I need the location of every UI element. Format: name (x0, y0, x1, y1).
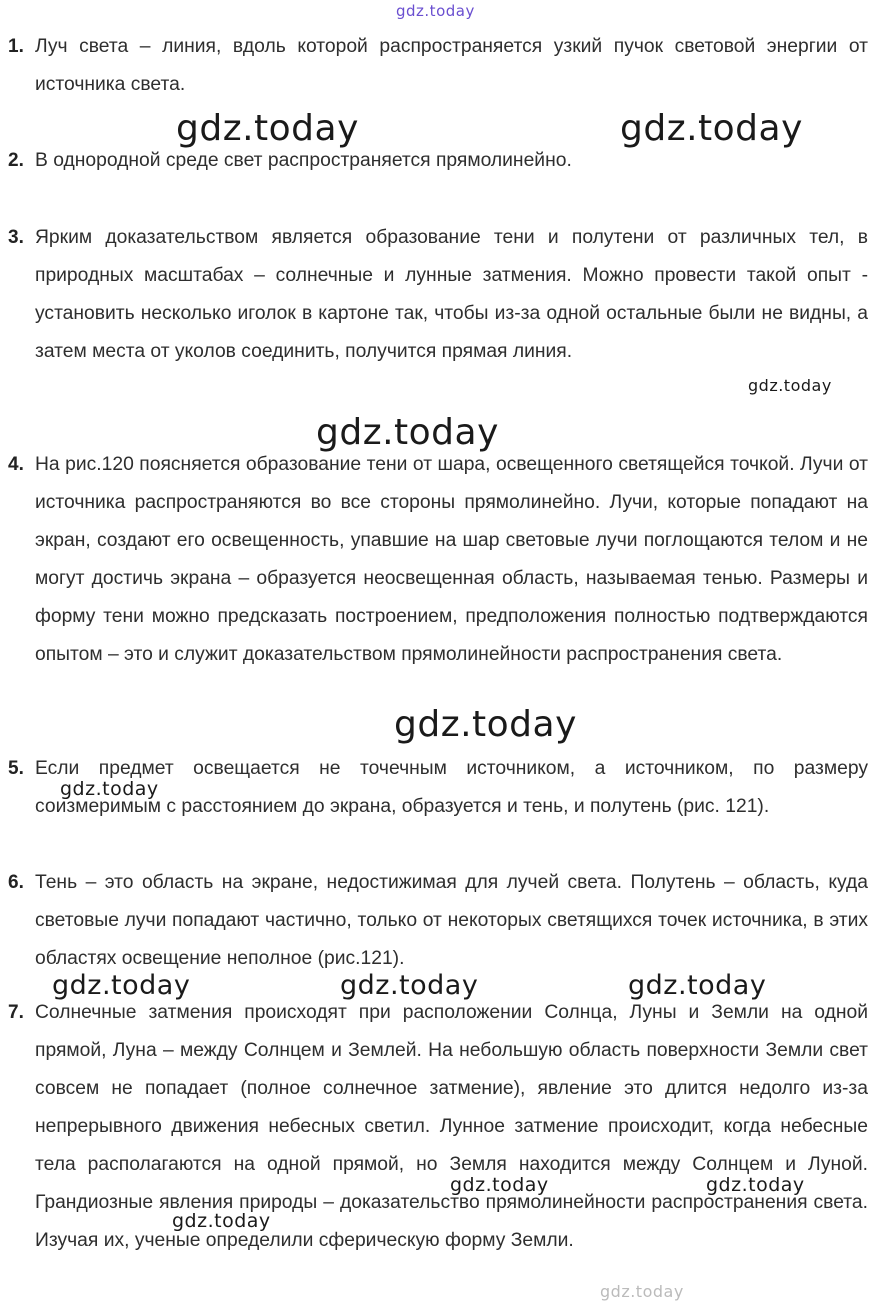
item-text: Тень – это область на экране, недостижимая для лучей света. Полутень – область, куда световые лучи попадают частично, только от некоторых светящихся точек источника, в этих областях освещение неполное (рис.121). (35, 872, 868, 969)
answer-item-3 (8, 219, 868, 371)
item-text: На рис.120 поясняется образование тени от шара, освещенного светящейся точкой. Лучи от источника распространяются во все стороны прямолинейно. Лучи, которые попадают на экран, создают его освещенность, упавшие на шар световые лучи поглощаются телом и не могут достичь экрана – образуется неосвещенная область, называемая тенью. Размеры и форму тени можно предсказать построением, предположения полностью подтверждаются опытом – это и служит доказательством прямолинейности распространения света. (35, 454, 868, 665)
item-number: 1. (8, 36, 24, 57)
answer-item-1 (8, 28, 868, 104)
watermark: gdz.today (52, 970, 191, 1001)
watermark: gdz.today (620, 108, 803, 149)
item-number: 3. (8, 227, 24, 248)
watermark: gdz.today (706, 1174, 805, 1196)
watermark: gdz.today (176, 108, 359, 149)
answer-item-7 (8, 994, 868, 1260)
header-watermark: gdz.today (396, 2, 475, 20)
watermark: gdz.today (748, 376, 832, 395)
watermark: gdz.today (60, 778, 159, 800)
item-text: В однородной среде свет распространяется прямолинейно. (35, 150, 572, 171)
answer-item-4 (8, 446, 868, 674)
watermark: gdz.today (628, 970, 767, 1001)
watermark: gdz.today (340, 970, 479, 1001)
item-number: 5. (8, 758, 24, 779)
item-number: 4. (8, 454, 24, 475)
item-text: Луч света – линия, вдоль которой распространяется узкий пучок световой энергии от источника света. (35, 36, 868, 95)
watermark: gdz.today (600, 1282, 684, 1301)
item-text: Ярким доказательством является образование тени и полутени от различных тел, в природных масштабах – солнечные и лунные затмения. Можно провести такой опыт - установить несколько иголок в картоне так, чтобы из-за одной остальные были не видны, а затем места от уколов соединить, получится прямая линия. (35, 227, 868, 362)
watermark: gdz.today (450, 1174, 549, 1196)
item-number: 2. (8, 150, 24, 171)
answer-item-6 (8, 864, 868, 978)
item-number: 7. (8, 1002, 24, 1023)
item-text: Если предмет освещается не точечным источником, а источником, по размеру соизмеримым с расстоянием до экрана, образуется и тень, и полутень (рис. 121). (35, 758, 868, 817)
watermark: gdz.today (394, 704, 577, 745)
item-text: Солнечные затмения происходят при расположении Солнца, Луны и Земли на одной прямой, Луна – между Солнцем и Землей. На небольшую область поверхности Земли свет совсем не попадает (полное солнечное затмение), явление это длится недолго из-за непрерывного движения небесных светил. Лунное затмение происходит, когда небесные тела располагаются на одной прямой, но Земля находится между Солнцем и Луной. Грандиозные явления природы – доказательство прямолинейности распространения света. Изучая их, ученые определили сферическую форму Земли. (35, 1002, 868, 1251)
item-number: 6. (8, 872, 24, 893)
watermark: gdz.today (172, 1210, 271, 1232)
watermark: gdz.today (316, 412, 499, 453)
